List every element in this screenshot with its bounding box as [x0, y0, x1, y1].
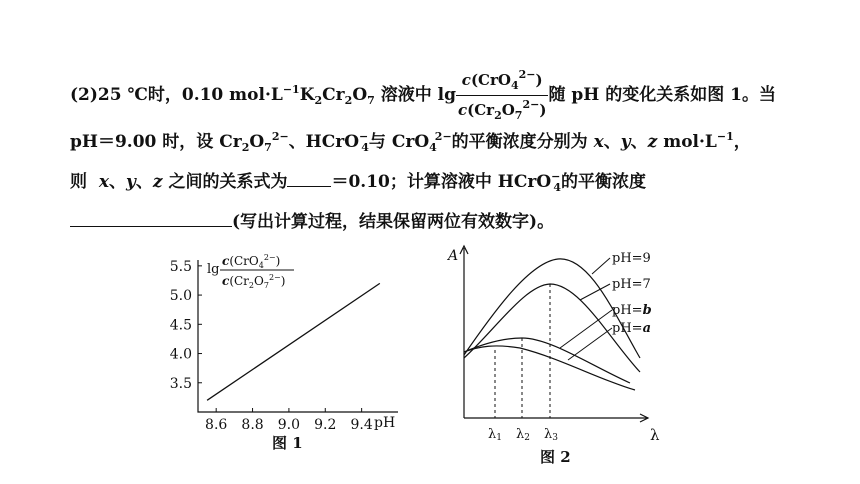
y-tick-label: 5.0	[169, 288, 192, 305]
svg-text:c(Cr2O72−): $c(Cr_2O_7^{2-})$	[222, 273, 286, 290]
figure-1-ylabel-fraction	[220, 253, 294, 290]
line1-text-a: (2)25 ℃时，0.10 mol·L	[70, 85, 283, 105]
question-line-3: 则 x、y、z 之间的关系式为 ＝0.10；计算溶液中 HCrO−$_4$的平衡浓度	[70, 170, 647, 194]
question-line-4	[70, 207, 554, 232]
line1-exp: −1	[282, 83, 300, 96]
lambda-3-label: λ3	[544, 427, 558, 443]
figure-2-xlabel: λ	[650, 426, 660, 444]
line2-text-d: 的平衡浓度分别为	[451, 132, 588, 152]
line3-text-c: ＝0.10；计算溶液中 HCrO	[331, 172, 552, 192]
figure-1-ylabel-prefix: lg	[207, 262, 220, 277]
y-tick-label: 4.5	[169, 317, 192, 334]
figure-1-caption: 图 1	[272, 434, 303, 452]
figure-1-xlabel: pH	[374, 415, 396, 431]
line2-text-a: pH＝9.00 时，设 Cr	[70, 132, 242, 152]
answer-blank-2[interactable]	[70, 212, 232, 227]
line2-unit: mol·L	[657, 132, 717, 152]
figure-2-chart	[440, 240, 680, 470]
line2-text-b: 、HCrO	[288, 132, 360, 152]
y-tick-label: 4.0	[169, 346, 192, 363]
x-tick-label: 8.6	[205, 417, 228, 433]
line2-unit-exp: −1	[716, 130, 734, 143]
var-y: y	[620, 132, 631, 152]
line3-text-a: 则	[70, 172, 87, 192]
line2-end: ，	[733, 132, 751, 152]
label-ph-9: pH=9	[612, 251, 651, 266]
line3-text-b: 之间的关系式为	[168, 172, 288, 192]
line4-text: (写出计算过程，结果保留两位有效数字)。	[232, 212, 555, 232]
leader-ph-b	[560, 310, 612, 348]
line1-text-d: 随 pH 的变化关系如图 1。当	[548, 85, 776, 105]
x-tick-label: 9.2	[314, 417, 337, 433]
question-line-1: (2)25 ℃时，0.10 $mol\cdot L^{-1}K_2Cr_2O_7$ 溶液中 lg $\frac{c(CrO_4^{2-})}{c(Cr_2O_7^{2-})}$ 随 pH 的变化关系如图 1。当	[70, 66, 776, 125]
figure-1-ticks	[170, 259, 373, 433]
label-ph-7: pH=7	[612, 277, 651, 292]
x-tick-label: 9.4	[350, 417, 373, 433]
line1-cr: Cr	[322, 85, 345, 105]
figure-2-ylabel: A	[448, 248, 459, 264]
var-x: x	[593, 132, 604, 152]
figure-1-series-line	[207, 283, 380, 400]
x-tick-label: 8.8	[241, 417, 264, 433]
var-z: z	[647, 132, 658, 152]
answer-blank-1[interactable]	[287, 172, 331, 187]
curve-ph-b	[464, 338, 630, 383]
line3-text-d: 的平衡浓度	[561, 172, 647, 192]
leader-ph-a	[568, 328, 612, 360]
line2-text-c: 与 CrO	[368, 132, 430, 152]
line1-k: K	[299, 85, 315, 105]
leader-ph-9	[592, 258, 610, 274]
line1-o: O	[352, 85, 368, 105]
concentration-ratio-fraction: $\frac{c(CrO_4^{2-})}{c(Cr_2O_7^{2-})}$	[457, 68, 547, 122]
label-ph-b: pH=b	[612, 303, 652, 318]
label-ph-a: pH=a	[612, 321, 651, 336]
lambda-2-label: λ2	[516, 427, 530, 443]
figure-1-data-line	[207, 283, 380, 400]
svg-text:c(CrO42−): c(CrO$_4^{2-}$)	[222, 253, 281, 270]
line1-text-c: 溶液中 lg	[380, 85, 456, 105]
question-line-2: pH＝9.00 时，设 $Cr_2O_7^{2-}$、HCrO−$_4$与 CrO$_4^{2-}$的平衡浓度分别为 x、y、z $mol\cdot L^{-1}$，	[70, 130, 751, 154]
y-tick-label: 3.5	[169, 375, 192, 392]
figure-2-caption: 图 2	[540, 448, 571, 466]
y-tick-label: 5.5	[169, 258, 192, 275]
lambda-1-label: λ1	[488, 427, 502, 443]
x-tick-label: 9.0	[277, 417, 301, 433]
figure-1-chart	[160, 240, 420, 465]
